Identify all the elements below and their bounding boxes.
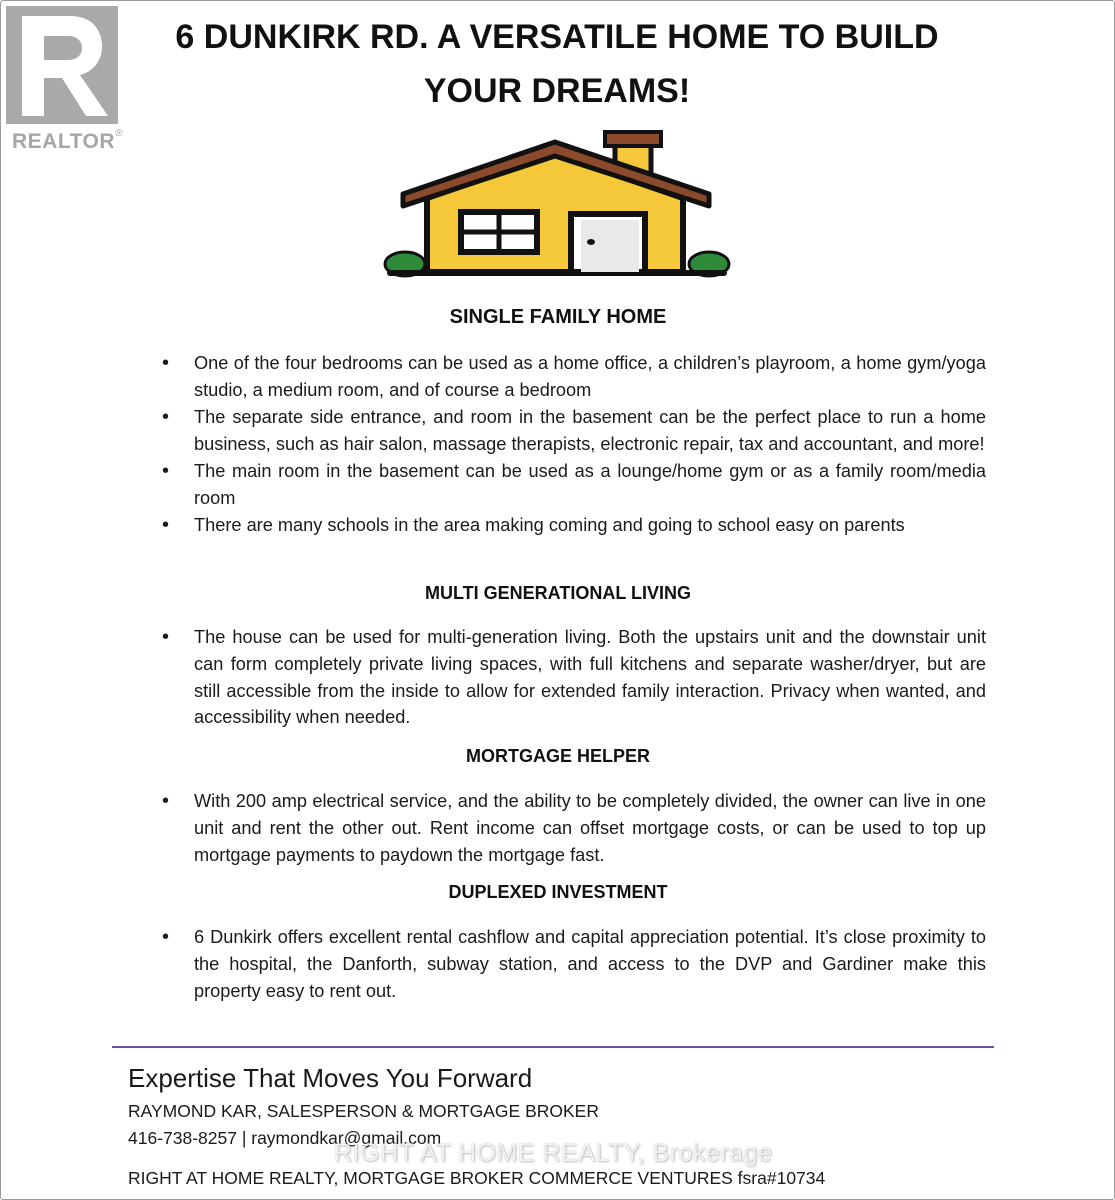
footer-tagline: Expertise That Moves You Forward (128, 1063, 533, 1093)
bullet-list-mortgage-helper (160, 788, 986, 869)
brokerage-info: RIGHT AT HOME REALTY, MORTGAGE BROKER COMMERCE VENTURES fsra#10734 (128, 1168, 826, 1188)
section-heading-single-family: SINGLE FAMILY HOME (449, 306, 667, 328)
list-item: • The separate side entrance, and room in the basement can be the perfect place to run a home business, such as hair salon, massage therapists, electronic repair, tax and accountant, and more! (160, 404, 986, 458)
list-item: • 6 Dunkirk offers excellent rental cashflow and capital appreciation potential. It’s close proximity to the hospital, the Danforth, subway station, and access to the DVP and Gardiner make this property easy to rent out. (160, 924, 986, 1004)
page-title: 6 DUNKIRK RD. A VERSATILE HOME TO BUILD YOUR DREAMS! (175, 18, 939, 110)
agent-name: RAYMOND KAR, SALESPERSON & MORTGAGE BROKER (128, 1101, 599, 1121)
house-icon (383, 128, 731, 280)
agent-contact: 416-738-8257 | raymondkar@gmail.com (128, 1128, 442, 1148)
realtor-logo (6, 6, 130, 152)
section-heading-mortgage-helper: MORTGAGE HELPER (465, 746, 650, 766)
section-heading-duplexed-investment: DUPLEXED INVESTMENT (448, 882, 668, 902)
list-item: • One of the four bedrooms can be used as a home office, a children’s playroom, a home gym/yoga studio, a medium room, and of course a bedroom (160, 350, 986, 404)
realtor-wordmark: REALTOR® (12, 128, 123, 153)
list-item: • The main room in the basement can be used as a lounge/home gym or as a family room/media room (160, 458, 986, 512)
list-item: • The house can be used for multi-generation living. Both the upstairs unit and the downstair unit can form completely private living spaces, with full kitchens and separate washer/dryer, but are still accessible from the inside to allow for extended family interaction. Privacy when wanted, and accessibility when needed. (160, 624, 986, 731)
list-item: • With 200 amp electrical service, and the ability to be completely divided, the owner can live in one unit and rent the other out. Rent income can offset mortgage costs, or can be used to top up mortgage payments to paydown the mortgage fast. (160, 788, 986, 868)
footer-divider (112, 1046, 994, 1048)
bullet-list-single-family (160, 350, 986, 539)
bullet-list-multi-generational (160, 624, 986, 731)
brokerage-watermark: RIGHT AT HOME REALTY, Brokerage (334, 1139, 773, 1167)
bullet-list-duplexed-investment (160, 924, 986, 1005)
realtor-r-icon (6, 6, 118, 124)
section-heading-multi-generational: MULTI GENERATIONAL LIVING (425, 583, 691, 603)
list-item: • There are many schools in the area making coming and going to school easy on parents (160, 512, 986, 539)
